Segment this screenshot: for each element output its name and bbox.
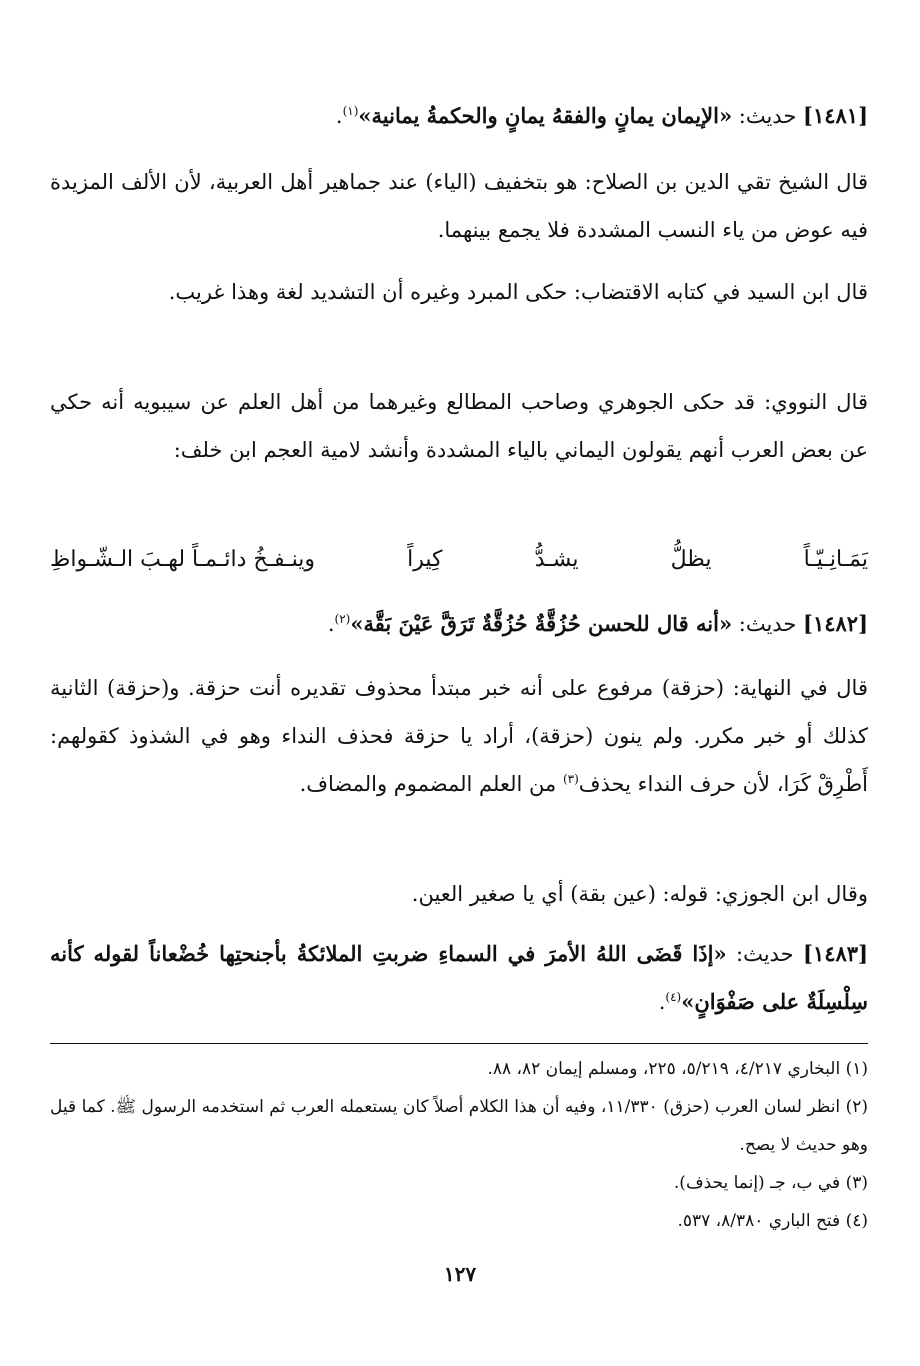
hadith-number: [١٤٨٣] — [803, 941, 868, 966]
sentence-end: . — [335, 104, 343, 128]
verse-word: يشـدُّ — [534, 547, 579, 572]
footnote-ref: (١) — [342, 104, 359, 118]
paragraph-nawawi — [50, 378, 868, 474]
paragraph-text: قال النووي: قد حكى الجوهري وصاحب المطالع وغيرهما من أهل العلم عن سيبويه أنه حكي عن بعض العرب أنهم يقولون اليماني بالياء المشددة وأنشد لامية العجم ابن خلف: — [50, 390, 868, 462]
paragraph-ibn-sayyid — [50, 268, 868, 316]
hadith-label: حديث: — [738, 612, 797, 636]
paragraph-text: قال ابن السيد في كتابه الاقتضاب: حكى المبرد وغيره أن التشديد لغة وهذا غريب. — [168, 280, 868, 304]
hadith-text: «أنه قال للحسن حُزُقَّةٌ حُزُقَّةٌ تَرَقَّ عَيْنَ بَقَّة» — [350, 611, 733, 636]
paragraph-ibn-jawzi — [50, 870, 868, 918]
hadith-1482 — [50, 600, 868, 648]
paragraph-text: قال الشيخ تقي الدين بن الصلاح: هو بتخفيف (الياء) عند جماهير أهل العربية، لأن الألف المزيدة فيه عوض من ياء النسب المشددة فلا يجمع بينهما. — [50, 170, 868, 242]
verse-word: يَمَـانِـيّـاً — [803, 547, 868, 572]
verse-word: كِيراً — [407, 547, 443, 572]
footnote-1: (١) البخاري ٤/٢١٧، ٥/٢١٩، ٢٢٥، ومسلم إيمان ٨٢، ٨٨. — [487, 1059, 868, 1079]
paragraph-text: قال في النهاية: (حزقة) مرفوع على أنه خبر مبتدأ محذوف تقديره أنت حزقة. و(حزقة) الثانية كذلك أو خبر مكرر. ولم ينون (حزقة)، أراد يا حزقة فحذف النداء وهو في الشذوذ كقولهم: أَطْرِقْ كَرَا، لأن حرف النداء يحذف — [50, 676, 868, 796]
hadith-text: «الإيمان يمانٍ والفقهُ يمانٍ والحكمةُ يمانية» — [358, 103, 733, 128]
hadith-1483 — [50, 930, 868, 1026]
footnote-ref: (٢) — [334, 612, 351, 626]
paragraph-text: من العلم المضموم والمضاف. — [299, 772, 563, 796]
verse-word: وينـفـخُ دائـمـاً لهـبَ الـشّـواظِ — [50, 547, 315, 572]
verse-word: يظلُّ — [670, 547, 712, 572]
footnote-4: (٤) فتح الباري ٨/٣٨٠، ٥٣٧. — [677, 1211, 868, 1231]
footnote-divider — [50, 1043, 868, 1044]
paragraph-text: وقال ابن الجوزي: قوله: (عين بقة) أي يا صغير العين. — [411, 882, 868, 906]
hadith-number: [١٤٨١] — [803, 103, 868, 128]
hadith-label: حديث: — [738, 104, 797, 128]
page-number: ١٢٧ — [443, 1262, 477, 1286]
sentence-end: . — [327, 612, 335, 636]
hadith-number: [١٤٨٢] — [803, 611, 868, 636]
paragraph-nihaya — [50, 664, 868, 808]
footnote-2: (٢) انظر لسان العرب (حزق) ١١/٣٣٠، وفيه أن هذا الكلام أصلاً كان يستعمله العرب ثم استخدمه الرسول ﷺ. كما قيل وهو حديث لا يصح. — [50, 1097, 868, 1155]
footnote-ref: (٤) — [665, 990, 682, 1004]
poetry-verse — [50, 540, 868, 580]
footnotes — [50, 1050, 868, 1240]
sentence-end: . — [658, 990, 666, 1014]
hadith-label: حديث: — [736, 942, 794, 966]
footnote-ref: (٣) — [562, 772, 579, 786]
hadith-text: «إذَا قَضَى اللهُ الأمرَ في السماءِ ضربتِ الملائكةُ بأجنحتِها خُضْعاناً لقوله كأنه سِلْسِلَةٌ على صَفْوَانٍ» — [50, 941, 868, 1014]
footnote-3: (٣) في ب، جـ (إنما يحذف). — [673, 1173, 868, 1193]
hadith-1481 — [50, 92, 868, 140]
paragraph-ibn-salah — [50, 158, 868, 254]
